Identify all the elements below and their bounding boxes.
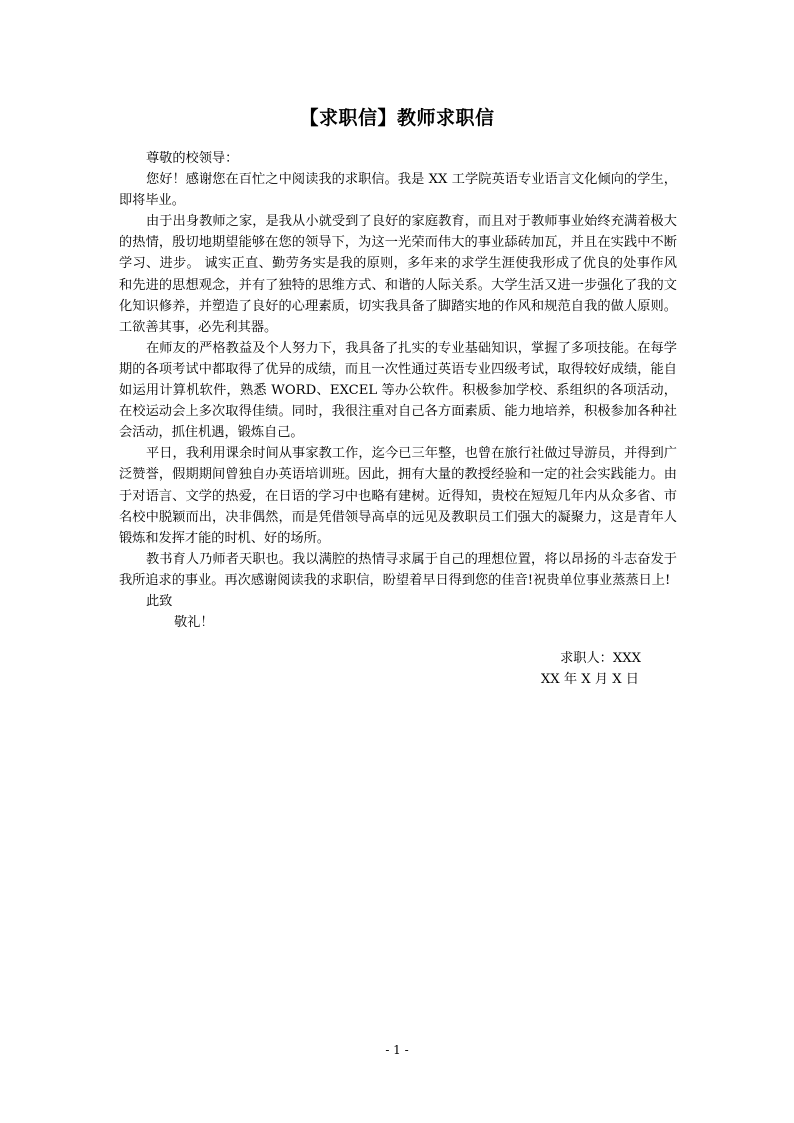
paragraph-conclusion: 教书育人乃师者天职也。我以满腔的热情寻求属于自己的理想位置，将以昂扬的斗志奋发于我所追求的事业。再次感谢阅读我的求职信，盼望着早日得到您的佳音!祝贵单位事业蒸蒸日上! xyxy=(119,551,677,588)
paragraph-skills: 在师友的严格教益及个人努力下，我具备了扎实的专业基础知识，掌握了多项技能。在每学期的各项考试中都取得了优异的成绩，而且一次性通过英语专业四级考试，取得较好成绩，能自如运用计算机软件，熟悉 WORD、EXCEL 等办公软件。积极参加学校、系组织的各项活动，在校运动会上多次取得佳绩。同时，我很注重对自己各方面素质、能力地培养，积极参加各种社会活动，抓住机遇，锻炼自己。 xyxy=(119,340,677,441)
paragraph-background: 由于出身教师之家，是我从小就受到了良好的家庭教育，而且对于教师事业始终充满着极大的热情，殷切地期望能够在您的领导下，为这一光荣而伟大的事业舔砖加瓦，并且在实践中不断学习、进步。 诚实正直、勤劳务实是我的原则，多年来的求学生涯使我形成了优良的处事作风和先进的思想观念，并有了独特的思维方式、和谐的人际关系。大学生活又进一步强化了我的文化知识修养，并塑造了良好的心理素质，切实我具备了脚踏实地的作风和规范自我的做人原则。工欲善其事，必先利其器。 xyxy=(119,214,677,335)
paragraph-experience: 平日，我利用课余时间从事家教工作，迄今已三年整，也曾在旅行社做过导游员，并得到广泛赞誉，假期期间曾独自办英语培训班。因此，拥有大量的教授经验和一定的社会实践能力。由于对语言、文学的热爱，在日语的学习中也略有建树。近得知，贵校在短短几年内从众多省、市名校中脱颖而出，决非偶然，而是凭借领导高卓的远见及教职员工们强大的凝聚力，这是青年人锻炼和发挥才能的时机、好的场所。 xyxy=(119,446,677,546)
paragraph-intro: 您好！感谢您在百忙之中阅读我的求职信。我是 XX 工学院英语专业语言文化倾向的学生，即将毕业。 xyxy=(119,172,677,209)
page-number: - 1 - xyxy=(385,1043,409,1057)
signature: 求职人：XXX xyxy=(560,651,641,666)
document-title: 【求职信】教师求职信 xyxy=(299,107,495,129)
letter-body xyxy=(119,148,677,633)
closing: 此致 xyxy=(146,593,173,609)
signature-date: XX 年 X 月 X 日 xyxy=(540,672,639,687)
greeting: 尊敬的校领导： xyxy=(146,151,239,166)
regards: 敬礼！ xyxy=(174,615,214,631)
